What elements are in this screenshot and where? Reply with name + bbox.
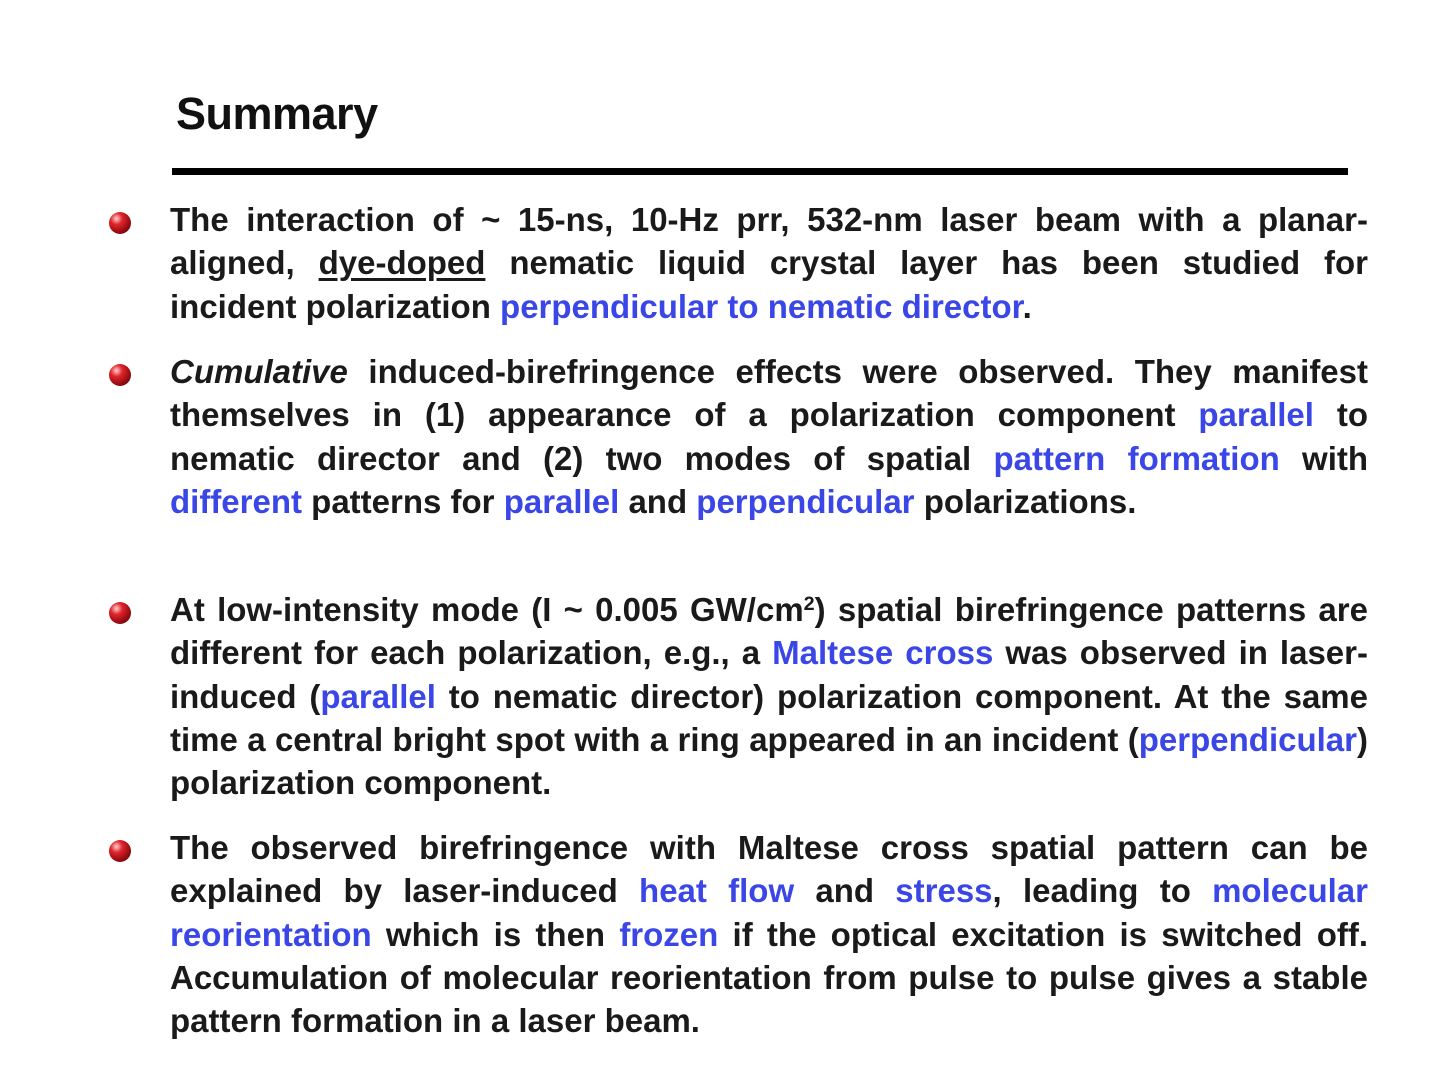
highlighted-term: parallel [503, 482, 620, 520]
highlighted-term: molecular reorientation [170, 872, 1368, 953]
bullet-text [170, 201, 1368, 325]
red-sphere-bullet-icon [109, 212, 131, 234]
text-run: polarizations. [914, 482, 1137, 520]
highlighted-term: different [170, 482, 302, 520]
text-run: was observed in laser-induced ( [170, 634, 1368, 715]
text-run: to nematic director) polarization component. At the same time a central bright spot with a ring appeared in an incident ( [170, 677, 1368, 758]
text-run: ) spatial birefringence patterns are different for each polarization, e.g., a [170, 591, 1368, 672]
highlighted-term: stress [895, 872, 993, 910]
red-sphere-bullet-icon [109, 840, 131, 862]
bullet-text [170, 353, 1368, 520]
text-run: The interaction of ~ 15-ns, 10-Hz prr, 532-nm laser beam with a planar-aligned, [170, 201, 1368, 282]
text-run: which is then [371, 915, 620, 953]
text-run: The observed birefringence with Maltese cross spatial pattern can be explained by laser-induced [170, 829, 1368, 910]
text-run: patterns for [302, 482, 504, 520]
text-run: to nematic director and (2) two modes of spatial [170, 396, 1368, 477]
text-run: if the optical excitation is switched off. Accumulation of molecular reorientation from pulse to pulse gives a stable pattern formation in a laser beam. [170, 915, 1368, 1040]
bullet-item-1 [170, 198, 1368, 328]
text-run: induced-birefringence effects were observed. They manifest themselves in (1) appearance of a polarization component [170, 353, 1368, 434]
text-run: nematic liquid crystal layer has been studied for incident polarization [170, 244, 1368, 325]
page-title: Summary [176, 88, 378, 139]
bullet-item-4 [170, 826, 1368, 1042]
highlighted-term: perpendicular to nematic director [500, 287, 1023, 325]
text-run: , leading to [992, 872, 1213, 910]
text-run: and [794, 872, 896, 910]
highlighted-term: perpendicular [696, 482, 915, 520]
bullet-item-3 [170, 588, 1368, 804]
highlighted-term: parallel [1198, 396, 1314, 434]
bullet-text [170, 591, 1368, 801]
text-run: and [619, 482, 697, 520]
highlighted-term: perpendicular [1138, 720, 1357, 758]
text-run: . [1022, 287, 1032, 325]
bullet-item-2 [170, 350, 1368, 523]
superscript: 2 [803, 593, 815, 616]
highlighted-term: frozen [619, 915, 719, 953]
highlighted-term: pattern formation [993, 439, 1280, 477]
text-run: dye-doped [318, 244, 486, 282]
highlighted-term: Maltese cross [772, 634, 994, 672]
bullet-text [170, 829, 1368, 1039]
text-run: Cumulative [170, 353, 348, 390]
red-sphere-bullet-icon [109, 602, 131, 624]
title-divider [172, 168, 1348, 175]
text-run: At low-intensity mode (I ~ 0.005 GW/cm [170, 591, 804, 628]
highlighted-term: heat flow [639, 872, 795, 910]
text-run: ) polarization component. [170, 720, 1368, 802]
highlighted-term: parallel [320, 677, 436, 715]
red-sphere-bullet-icon [109, 364, 131, 386]
text-run: with [1279, 439, 1369, 477]
